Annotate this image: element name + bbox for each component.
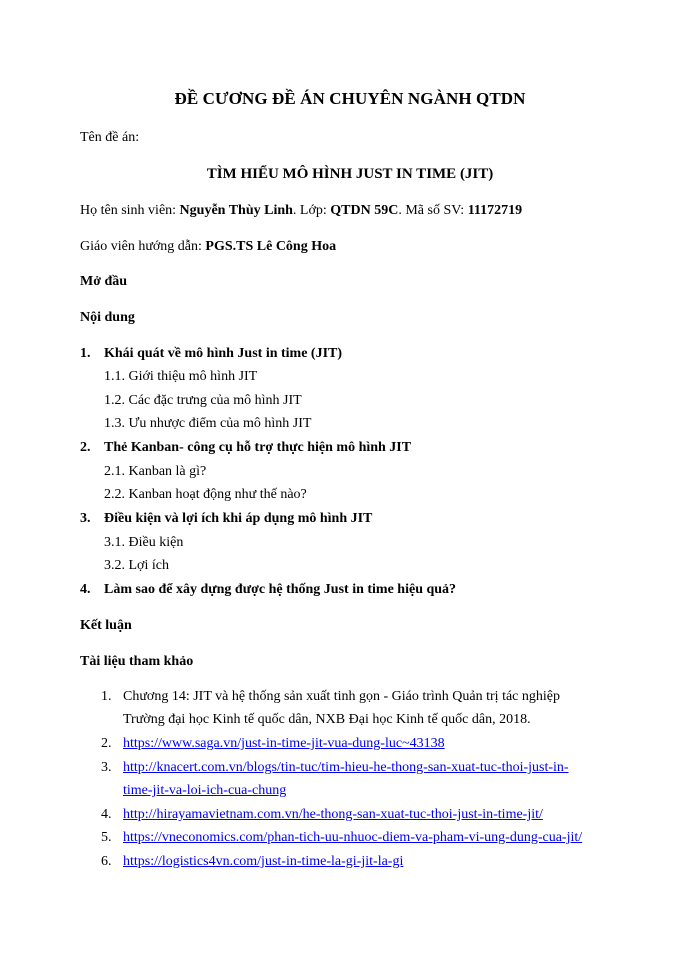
topic-label: Tên đề án: xyxy=(80,130,140,145)
reference-item-1 xyxy=(101,689,560,705)
toc-section-title: Làm sao để xây dựng được hệ thống Just in time hiệu quả? xyxy=(104,582,457,597)
conclusion-heading: Kết luận xyxy=(80,618,132,633)
toc-subsection: 1.3. Ưu nhược điểm của mô hình JIT xyxy=(104,416,312,431)
reference-link[interactable]: http://hirayamavietnam.com.vn/he-thong-san-xuat-tuc-thoi-just-in-time-jit/ xyxy=(123,807,543,822)
student-id-label: . Mã số SV: xyxy=(398,203,468,218)
reference-number: 3. xyxy=(101,760,112,775)
intro-heading: Mở đầu xyxy=(80,274,128,289)
reference-number: 6. xyxy=(101,854,112,869)
reference-number: 2. xyxy=(101,736,112,751)
reference-link[interactable]: https://logistics4vn.com/just-in-time-la-gi-jit-la-gi xyxy=(123,854,404,869)
student-name: Nguyễn Thùy Linh xyxy=(179,203,293,218)
advisor-label: Giáo viên hướng dẫn: xyxy=(80,239,206,254)
advisor-name: PGS.TS Lê Công Hoa xyxy=(205,239,337,254)
toc-subsection: 3.1. Điều kiện xyxy=(104,535,184,550)
toc-section-number: 1. xyxy=(80,346,91,361)
topic-title: TÌM HIỂU MÔ HÌNH JUST IN TIME (JIT) xyxy=(206,166,494,182)
reference-item-2 xyxy=(101,736,445,752)
toc-section-number: 4. xyxy=(80,582,91,597)
toc-section-number: 3. xyxy=(80,511,91,526)
toc-section-3 xyxy=(80,511,372,527)
student-id: 11172719 xyxy=(467,203,523,218)
references-heading: Tài liệu tham khảo xyxy=(80,654,194,669)
toc-subsection: 2.2. Kanban hoạt động như thế nào? xyxy=(104,487,307,502)
reference-number: 1. xyxy=(101,689,112,704)
reference-link[interactable]: https://vneconomics.com/phan-tich-uu-nhuoc-diem-va-pham-vi-ung-dung-cua-jit/ xyxy=(123,830,583,845)
document-heading: ĐỀ CƯƠNG ĐỀ ÁN CHUYÊN NGÀNH QTDN xyxy=(174,89,526,108)
toc-section-2 xyxy=(80,440,411,456)
student-class-label: . Lớp: xyxy=(292,203,331,218)
reference-text: Chương 14: JIT và hệ thống sản xuất tinh gọn - Giáo trình Quản trị tác nghiệp xyxy=(123,689,560,704)
content-heading: Nội dung xyxy=(80,310,135,325)
toc-section-title: Điều kiện và lợi ích khi áp dụng mô hình JIT xyxy=(104,511,373,526)
toc-section-number: 2. xyxy=(80,440,91,455)
toc-subsection: 1.1. Giới thiệu mô hình JIT xyxy=(104,369,258,384)
toc-subsection: 1.2. Các đặc trưng của mô hình JIT xyxy=(104,393,302,408)
toc-subsection: 3.2. Lợi ích xyxy=(104,558,169,573)
reference-number: 4. xyxy=(101,807,112,822)
reference-number: 5. xyxy=(101,830,112,845)
reference-item-5 xyxy=(101,830,582,846)
advisor-info xyxy=(80,239,336,255)
reference-text-continued: Trường đại học Kinh tế quốc dân, NXB Đại học Kinh tế quốc dân, 2018. xyxy=(123,712,531,727)
toc-subsection: 2.1. Kanban là gì? xyxy=(104,464,207,479)
toc-section-title: Khái quát về mô hình Just in time (JIT) xyxy=(104,346,343,361)
toc-section-4 xyxy=(80,582,456,598)
reference-item-6 xyxy=(101,854,403,870)
reference-link[interactable]: time-jit-va-loi-ich-cua-chung xyxy=(123,783,287,798)
reference-link-continued xyxy=(123,783,286,799)
reference-link[interactable]: https://www.saga.vn/just-in-time-jit-vua-dung-luc~43138 xyxy=(123,736,445,751)
reference-item-4 xyxy=(101,807,543,823)
toc-section-1 xyxy=(80,346,342,362)
student-info xyxy=(80,203,522,219)
toc-section-title: Thẻ Kanban- công cụ hỗ trợ thực hiện mô hình JIT xyxy=(104,440,412,455)
student-class: QTDN 59C xyxy=(330,203,399,218)
reference-link[interactable]: http://knacert.com.vn/blogs/tin-tuc/tim-hieu-he-thong-san-xuat-tuc-thoi-just-in- xyxy=(123,760,569,775)
reference-item-3 xyxy=(101,760,569,776)
student-name-label: Họ tên sinh viên: xyxy=(80,203,180,218)
